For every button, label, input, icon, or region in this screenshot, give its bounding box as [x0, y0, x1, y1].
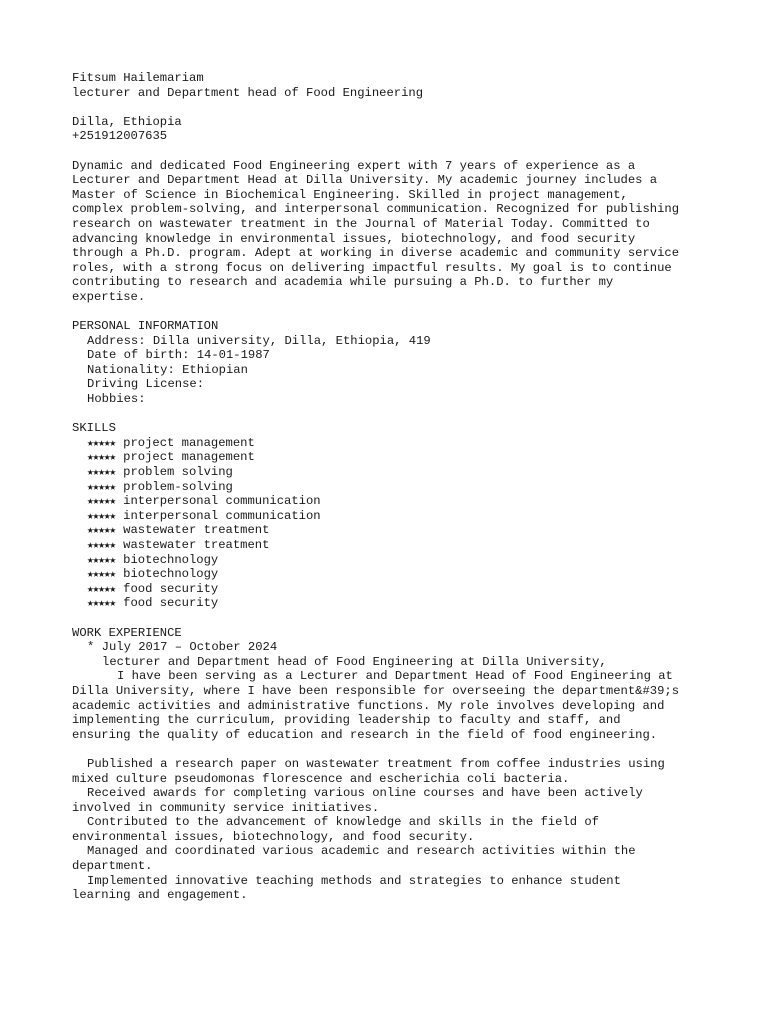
- skill-rating-stars-icon: ★★★★★: [87, 554, 116, 567]
- work-period: * July 2017 – October 2024: [87, 640, 278, 655]
- skill-item: [72, 596, 712, 611]
- work-description-line: academic activities and administrative functions. My role involves developing and: [72, 698, 665, 713]
- personal-dob: Date of birth: 14-01-1987: [87, 348, 270, 363]
- achievement-item: [72, 815, 712, 844]
- resume-header: [72, 71, 712, 144]
- skill-item: [72, 582, 712, 597]
- work-description-line: I have been serving as a Lecturer and Department Head of Food Engineering at: [117, 669, 673, 684]
- achievement-line: environmental issues, biotechnology, and food security.: [72, 829, 475, 844]
- personal-information-section: [72, 319, 712, 407]
- skill-label: wastewater treatment: [123, 523, 270, 538]
- applicant-location: Dilla, Ethiopia: [72, 114, 182, 129]
- summary-line: roles, with a strong focus on delivering impactful results. My goal is to continue: [72, 260, 672, 275]
- skill-rating-stars-icon: ★★★★★: [87, 569, 116, 582]
- skill-label: problem solving: [123, 465, 233, 480]
- work-description-line: ensuring the quality of education and research in the field of food engineering.: [72, 727, 658, 742]
- summary-line: through a Ph.D. program. Adept at working in diverse academic and community service: [72, 246, 680, 261]
- personal-nationality: Nationality: Ethiopian: [87, 362, 248, 377]
- skill-label: biotechnology: [123, 552, 219, 567]
- achievement-line: learning and engagement.: [72, 888, 248, 903]
- personal-hobbies: Hobbies:: [87, 392, 146, 407]
- skill-rating-stars-icon: ★★★★★: [87, 540, 116, 552]
- section-heading-personal: PERSONAL INFORMATION: [72, 319, 219, 334]
- skill-label: food security: [123, 596, 219, 611]
- summary-section: [72, 159, 712, 305]
- summary-line: Dynamic and dedicated Food Engineering expert with 7 years of experience as a: [72, 158, 636, 173]
- summary-line: expertise.: [72, 289, 146, 304]
- skill-rating-stars-icon: ★★★★★: [87, 452, 116, 465]
- work-description-line: implementing the curriculum, providing leadership to faculty and staff, and: [72, 713, 621, 728]
- work-experience-section: [72, 626, 712, 903]
- skill-item: [72, 538, 712, 553]
- achievement-line: Managed and coordinated various academic and research activities within the: [87, 844, 636, 859]
- achievement-item: [72, 874, 712, 903]
- section-heading-work: WORK EXPERIENCE: [72, 625, 182, 640]
- section-heading-skills: SKILLS: [72, 421, 116, 436]
- skill-rating-stars-icon: ★★★★★: [87, 598, 116, 611]
- achievement-line: Implemented innovative teaching methods and strategies to enhance student: [87, 873, 621, 888]
- skill-item: [72, 509, 712, 524]
- summary-line: advancing knowledge in environmental issues, biotechnology, and food security: [72, 231, 636, 246]
- skill-label: problem-solving: [123, 479, 233, 494]
- skill-rating-stars-icon: ★★★★★: [87, 481, 116, 494]
- skill-label: project management: [123, 435, 255, 450]
- personal-address: Address: Dilla university, Dilla, Ethiopia, 419: [87, 333, 431, 348]
- skill-rating-stars-icon: ★★★★★: [87, 496, 116, 509]
- skill-item: [72, 553, 712, 568]
- work-role: lecturer and Department head of Food Engineering at Dilla University,: [102, 654, 607, 669]
- summary-line: Master of Science in Biochemical Engineering. Skilled in project management,: [72, 187, 628, 202]
- skill-item: [72, 567, 712, 582]
- skill-item: [72, 450, 712, 465]
- work-description-line: Dilla University, where I have been responsible for overseeing the department&#39;s: [72, 683, 680, 698]
- skill-label: interpersonal communication: [123, 508, 321, 523]
- skill-item: [72, 480, 712, 495]
- achievement-line: Received awards for completing various online courses and have been actively: [87, 786, 643, 801]
- skill-item: [72, 523, 712, 538]
- skill-label: food security: [123, 581, 219, 596]
- skill-label: interpersonal communication: [123, 494, 321, 509]
- achievement-line: involved in community service initiatives.: [72, 800, 380, 815]
- skill-rating-stars-icon: ★★★★★: [87, 467, 116, 480]
- applicant-title: lecturer and Department head of Food Engineering: [72, 85, 424, 100]
- skill-item: [72, 494, 712, 509]
- achievement-item: [72, 786, 712, 815]
- skill-rating-stars-icon: ★★★★★: [87, 510, 116, 523]
- skill-rating-stars-icon: ★★★★★: [87, 583, 116, 596]
- applicant-phone: +251912007635: [72, 129, 168, 144]
- skill-rating-stars-icon: ★★★★★: [87, 437, 116, 450]
- skills-list: [72, 436, 712, 611]
- summary-line: research on wastewater treatment in the Journal of Material Today. Committed to: [72, 216, 650, 231]
- summary-line: Lecturer and Department Head at Dilla University. My academic journey includes a: [72, 173, 658, 188]
- skill-label: project management: [123, 450, 255, 465]
- skills-section: [72, 421, 712, 611]
- skill-label: wastewater treatment: [123, 538, 270, 552]
- achievement-item: [72, 757, 712, 786]
- personal-driving-license: Driving License:: [87, 377, 205, 392]
- applicant-name: Fitsum Hailemariam: [72, 71, 204, 85]
- resume-document: [72, 71, 712, 903]
- skill-rating-stars-icon: ★★★★★: [87, 525, 116, 538]
- achievement-line: Contributed to the advancement of knowledge and skills in the field of: [87, 815, 599, 830]
- skill-label: biotechnology: [123, 567, 219, 582]
- summary-line: contributing to research and academia while pursuing a Ph.D. to further my: [72, 275, 614, 290]
- summary-line: complex problem-solving, and interpersonal communication. Recognized for publishing: [72, 202, 680, 217]
- achievements-list: [72, 757, 712, 903]
- skill-item: [72, 465, 712, 480]
- achievement-line: mixed culture pseudomonas florescence and escherichia coli bacteria.: [72, 771, 570, 786]
- skill-item: [72, 436, 712, 451]
- achievement-line: department.: [72, 859, 153, 874]
- achievement-item: [72, 844, 712, 873]
- achievement-line: Published a research paper on wastewater treatment from coffee industries using: [87, 756, 665, 771]
